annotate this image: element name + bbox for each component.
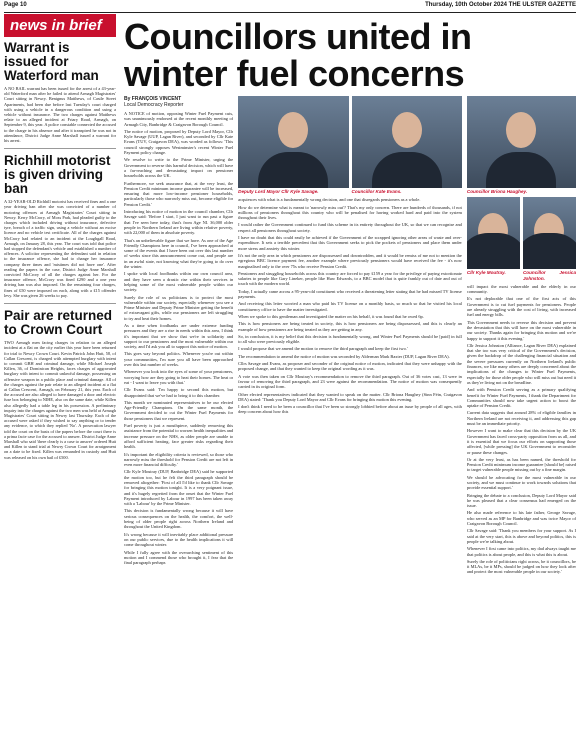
photo-johnston	[523, 197, 576, 281]
article-paragraph: Current data suggests that around 28% of eligible families in Northern Ireland are not receiving it, and addressing this gap must be an immediate priority.	[466, 410, 576, 427]
article-paragraph: Other elected representatives indicated that they wanted to speak on the matter. Cllr Briona Haughey (Sinn Féin, Craigavon DEA) stated: 'Thank you Deputy Lord Mayor and Cllr Evans for bringing this motion this evening.	[238, 391, 462, 402]
article-paragraph: I spoke with local foodbanks within our own council area, and they have seen a drastic rise within their services in helping some of the most vulnerable people within our society.	[124, 271, 234, 293]
brief-body-3: TWO Armagh men facing charges in relation to an alleged incident at a flat on the city earlier this year have been returned for trial to Newry Crown Court. Kevin Patrick John Hutt, 58, of Callan Crescent, is charged with attempted burglary with intent to commit GBH and criminal damage, while Michael Joseph Killen, 36, of Dominican Heights, faces charges of aggravated burglary with intent to commit unlawful damage, possessing an offensive weapon in a public place and criminal damage. All of the charges against the pair relate to an alleged incident at a flat at Callan Crescent, Armagh, on February 21, this year. Each of the accused are also alleged to have damaged a door and electric fuse box belonging to NIHE, also on the same date, while Killen also allegedly had a table leg in his possession. A preliminary inquiry into the charges against the two men was held at Armagh Magistrates' Court sitting in Newry last Thursday. Each of the accused were asked if they wished to say anything or to tender any evidence, to which they replied 'No'. A prosecution lawyer told the court on the basis of the papers before the court there is a prima facie case for the accused to answer. District Judge Anne Marshall who said 'there clearly is a case to answer' ordered Hutt and Killen to stand trial at Newry Crown Court for arraignment on a date to be fixed. Killen was remanded in custody and Hutt was released on his own bail of £500.	[4, 340, 116, 460]
article-paragraph: Whenever you look into the eyes of some of your pensioners, worrying how are they going to heat their homes. The heat or eat - I want to leave you with that.'	[124, 369, 234, 385]
photo-row	[238, 96, 462, 194]
article-paragraph: Introducing his notice of motion in the council chamber, Cllr Savage said: 'Before I start, I just want to run past a figure that I've seen here today, that's from Age NI. 36,000 older people in Northern Ireland are living within relative poverty, with 22,000 of them in absolute poverty.	[124, 209, 234, 236]
byline-role: Local Democracy Reporter	[124, 102, 184, 108]
article-paragraph: Surely the role of us politicians is to protect the most vulnerable within our society, especially whenever you see a Prime Minister and Deputy Prime Minister getting the benefit of extravagant gifts, while our pensioners are left struggling to try and heat their homes.	[124, 294, 234, 321]
article-paragraph: Cllrs Savage and Evans, as proposer and seconder of the original notice of motion, indicated that they were unhappy with the proposed change, and that they wanted to keep the original wording as it was.	[238, 361, 462, 372]
article-paragraph: As a time when foodbanks are under extreme funding pressures and they are a rise in needs within this area, I think it's important that we show that we're in solidarity and support to our pensioners and the most vulnerable within our society, and I'd ask you all to support this notice of motion.	[124, 322, 234, 350]
article-paragraph: We resolve to write to the Prime Minister, urging the Government to reverse this harmful decision, which will have a far-reaching and devastating impact on pensioner households across the UK.	[124, 157, 234, 179]
article-paragraph: And receiving this letter worried a man who paid his TV license on a monthly basis, so much so that he visited his local constituency office to have the matter investigated.	[238, 301, 462, 312]
portrait-image	[467, 96, 576, 188]
article-column-1	[124, 96, 233, 577]
photo-evans	[352, 96, 462, 194]
photo-haughey	[467, 96, 576, 194]
article-paragraph: Surely the role of politicians right across, be it councillors, be it MLAs, be it MPs, should be judged on how they look after and protect the most vulnerable people in our society.'	[466, 558, 576, 575]
article-paragraph: Bringing the debate to a conclusion, Deputy Lord Mayor said he was pleased that a clear consensus had emerged on the issue.	[466, 492, 576, 509]
photo-caption: Deputy Lord Mayor Cllr Kyle Savage.	[238, 189, 319, 194]
brief-headline-3: Pair are returned to Crown Court	[4, 308, 113, 338]
portrait-image	[352, 96, 462, 188]
article-paragraph: However I want to make clear that this decision by the UK Government has faced cross-party opposition from us all, and it is essential that we focus our efforts on supporting those affected, [while pressing] the UK Government to reconsider or pause these changes.	[466, 428, 576, 455]
article-paragraph: The notice of motion, proposed by Deputy Lord Mayor, Cllr Kyle Savage (UUP, Lagan River), and seconded by Cllr Kate Evans (TUV, Craigavon DEA), was worded as follows: 'This council strongly opposes Westminster's recent Winter Fuel Payment policy change.	[124, 128, 234, 156]
article-paragraph: Furthermore, we seek assurance that, at the very least, the Pension Credit minimum income guarantee will be increased, ensuring that more low-income pensioner households, particularly those who narrowly miss out, become eligible for Pension Credit.'	[124, 180, 234, 207]
article-column-2-3	[238, 96, 462, 577]
article-paragraph: This month we nominated representatives to be our elected Age-Friendly Champions. On the same month, the Government decided to cut the Winter Fuel Payments for those pensioners that we represent.	[124, 399, 234, 421]
article-paragraph: It's not deplorable that one of the first acts of this Government is to cut fuel payments for pensioners. People are already struggling with the cost of living, with increased fuel and energy bills.	[466, 296, 576, 318]
article-paragraph: Pensioners and struggling households across this country are forced to pay £159 a year for the privilege of paying extortionate salaries to people like Gary Lineker, people like Huw Edwards, to a BBC model that is quite frankly out of date and out of touch with the modern world.	[238, 270, 462, 287]
article-columns	[124, 96, 576, 577]
article-paragraph: While I fully agree with the overarching sentiment of this motion and I commend those who brought it, I fear that the final paragraph perhaps	[124, 549, 234, 566]
portrait-image	[238, 96, 348, 188]
article-paragraph: Cllr Kyle Moutray (DUP, Banbridge DEA) said he supported the motion too, but he felt the third paragraph should be removed altogether: 'First of all I'd like to thank Cllr Savage for bringing this motion tonight. It is a very poignant issue, and it's hugely regretted from the onset that the Winter Fuel Payment introduced by Labour in 1997 has been taken away with a 'Labour' by the Prime Minister.	[124, 469, 234, 507]
article-paragraph: will impact the most vulnerable and the elderly in our community.	[466, 283, 576, 295]
news-in-brief-column	[4, 14, 116, 734]
portrait-image	[467, 197, 520, 269]
article-paragraph: Fuel poverty is just a mouthpiece, suddenly removing this assistance from the potential to worsen health inequalities and increase pressure on the NHS, as older people are unable to afford sufficient heating, face greater risks regarding their health.	[124, 423, 234, 450]
article-paragraph: It's not the only area in which pensioners are dispossessed and downtrodden, and it would be remiss of me not to mention the egregious BBC licence payment fee, another example where previously pensioners would have received the fee - it's now marginalised only to the over 75s who receive Pension Credit.	[238, 252, 462, 269]
article-headline: Councillors united in winter fuel concerns	[124, 16, 472, 94]
article-paragraph: That's an unbelievable figure that we have. As one of the Age Friendly Champions here in council, I've been approached at some of the events that I have been out over this last number of weeks since this announcement come out, and people are in an awful state, not knowing what they're going to do over the winter.	[124, 237, 234, 270]
article-paragraph: I have no doubt that this could easily be achieved if the Government of the scrapped ignoring other areas of waste and over-expenditure. It sets a terrible precedent that this Government seeks to pick the pockets of pensioners and place them under more stress and anxiety this winter.	[238, 235, 462, 251]
brief-headline-2: Richhill motorist is given driving ban	[4, 153, 111, 197]
issue-date: Thursday, 10th October 2024 THE ULSTER GAZETTE	[425, 2, 576, 8]
brief-body-2: A 32-YEAR-OLD Richhill motorist has received fines and a one year driving ban after she was convicted of a number of motoring offences at Armagh Magistrates' Court sitting in Newry. Kerry McCrory, of Moss Park, had pleaded guilty to the charges which included driving without insurance, defective tyre, breach of a traffic sign, using a vehicle without an excise licence and no vehicle test certificate. All of the charges against McCrory had related to an incident at the Loughgall Road, Armagh, on January 28, this year. The court was told that police had stopped the defendant's vehicle and established a number of offences. A solicitor representing the defendant said in relation to the insurance offence, she had to change her insurance company three times and 'mistimes did not have one'. After reading the papers in the case, District Judge Anne Marshall convicted McCrory of all the charges against her. For the insurance offence, McCrory was fined £290 and a one year driving ban was also imposed. On the remaining four charges, fines of £50 were imposed on each, along with a £15 offender levy. She was given 26 weeks to pay.	[4, 199, 116, 298]
article-paragraph: I would rather the Government continued to fund this scheme in its entirety throughout the UK, so that we can recognise and respect all pensioners throughout society.	[238, 222, 462, 233]
article-paragraph: This Government needs to reverse this decision and prevent the devastation that this will have on the most vulnerable in our society. Thanks again for bringing this motion and we're happy to support it this evening.'	[466, 319, 576, 341]
article-paragraph: This decision is fundamentally wrong because it will have serious consequences on the health, the comfort, the well-being of older people right across Northern Ireland and throughout the United Kingdom.	[124, 508, 234, 530]
photo-savage	[238, 96, 348, 194]
photo-caption: Councillor Jessica Johnston.	[522, 270, 576, 281]
divider	[4, 303, 116, 304]
article-paragraph: The recommendation to amend the notice of motion was seconded by Alderman Mark Baxter (DUP, Lagan River DEA).	[238, 353, 450, 359]
article-paragraph: Cllr Evans said: 'I'm happy to second this motion, but disappointed that we've had to bring it to this chamber.	[124, 387, 234, 398]
article-paragraph: acquiesces with what is a fundamentally wrong decision, and one that disregards pensioners as a whole.	[238, 197, 421, 203]
article-paragraph: A NOTICE of motion, opposing Winter Fuel Payment cuts, was unanimously endorsed at the recent monthly meeting of Armagh City, Banbridge & Craigavon Borough Council.	[124, 111, 234, 127]
article-paragraph: Cllr Jessica Johnston (Alliance, Lagan River DEA) explained that she too was very critical of the Government's decision, given the backdrop of the challenging financial situation and the severe pressures currently on Northern Ireland's public finances, we like many others are deeply concerned about the implications of the changes to Winter Fuel Payments, especially for those older people who will miss out but need it as they're living not on the breadline.	[466, 342, 576, 385]
article-column-2	[238, 197, 462, 416]
photo-moutray	[467, 197, 520, 281]
divider	[4, 148, 116, 149]
small-photo-row	[467, 197, 576, 281]
photo-caption: Cllr Kyle Moutray.	[466, 270, 506, 276]
article-column-3	[467, 96, 576, 577]
byline-name: By FRANÇOIS VINCENT	[124, 96, 182, 102]
byline	[124, 96, 233, 108]
article-paragraph: I would propose that we amend the motion to remove the third paragraph and keep the first two.'	[238, 346, 408, 352]
news-in-brief-label: news in brief	[4, 14, 116, 37]
brief-headline-1: Warrant is issued for Waterford man	[4, 40, 99, 83]
article-paragraph: It's wrong because it will inevitably place additional pressure on our public services, due to the health implications it will come throughout winter.	[124, 531, 234, 548]
page-number: Page 10	[4, 2, 27, 8]
portrait-image	[523, 197, 576, 269]
article-paragraph: This goes way beyond politics. Whenever you're out within your communities, I'm sure you all have been approached over this last number of weeks.	[124, 351, 234, 368]
article-paragraph: Cllr Savage said: 'Thank you members for your support. As I said at the very start, this is above and beyond politics, this is people we're talking about.	[466, 528, 576, 544]
photo-caption: Councillor Briona Haughey.	[466, 189, 528, 194]
article-paragraph: It's important the eligibility criteria is reviewed, so those who narrowly miss the threshold for Pension Credit are not left in even more financial difficulty.'	[124, 451, 234, 468]
article-paragraph: Or at the very least, as has been named, the threshold for Pension Credit minimum income guarantee [should be] raised to target vulnerable people missing out by a fine margin.	[466, 456, 576, 473]
article-paragraph: Today, I actually came across a 95-year-old constituent who received a threatening letter stating that he had missed TV license payments.	[238, 288, 462, 300]
page-header	[4, 2, 576, 13]
article-paragraph: He also made reference to his late father, George Savage, who served as an MP for Banbridge and was twice Mayor of Craigavon Borough Council.	[466, 510, 576, 527]
article-paragraph: How do we determine what is meant to 'narrowly miss out'? That's my only concern. There are hundreds of thousands, if not millions of pensioners throughout this country who will be penalised for having worked hard and paid into the system throughout their lives.	[238, 204, 462, 221]
brief-body-1: A NO BAIL warrant has been issued for the arrest of a 43-year-old Waterford man after he failed to attend Armagh Magistrates' Court sitting in Newry. Benignus Matthews, of Castle Street Apartments, had been due before last Tuesday's court charged with using a vehicle in a dangerous condition and using a vehicle without insurance. The two charges against Matthews relate to an alleged incident at Friary Road, Armagh, on September 9, this year. A police constable connected the accused to the charge in his absence and after it transpired he was not in attendance, District Judge Anne Marshall issued a warrant for his arrest.	[4, 86, 116, 144]
article-paragraph: When we spoke to this gentleman and investigated the matter on his behalf, it was found that he owed 6p.	[238, 313, 424, 319]
main-article	[124, 14, 576, 734]
photo-caption: Councillor Kate Evans.	[351, 189, 402, 194]
article-paragraph: We should be advocating for the most vulnerable in our society, and we must continue to work towards solutions that provide essential support.'	[466, 474, 576, 491]
article-paragraph: So, in conclusion, it is my belief that this decision is fundamentally wrong, and Winter Fuel Payments should be [paid] in full to all who were previously eligible.	[238, 333, 462, 345]
article-paragraph: Whenever I first came into politics, my dad always taught me that politics is about people, and this is what this is about.	[466, 546, 576, 557]
article-paragraph: A vote was then taken on Cllr Moutray's recommendation to remove the third paragraph. Out of 36 votes cast, 13 were in favour of removing the third paragraph, and 23 were against the recommendation. The notice of motion was consequently carried in its original form.	[238, 373, 462, 390]
article-paragraph: I don't think I need to be been a councillor that I've been so strongly lobbied before about an issue by people of all ages, with deep concern about how this	[238, 404, 462, 415]
article-paragraph: And with Pension Credit serving as a primary qualifying benefit for Winter Fuel Payments, I thank the Department for Communities should now take urgent action to boost the uptake of Pension Credit.	[466, 387, 576, 409]
article-paragraph: This is how pensioners are being treated in society, this is how pensioners are being dispossessed, and this is clearly an example of how pensioners are being treated as they are getting in any.	[238, 321, 462, 332]
